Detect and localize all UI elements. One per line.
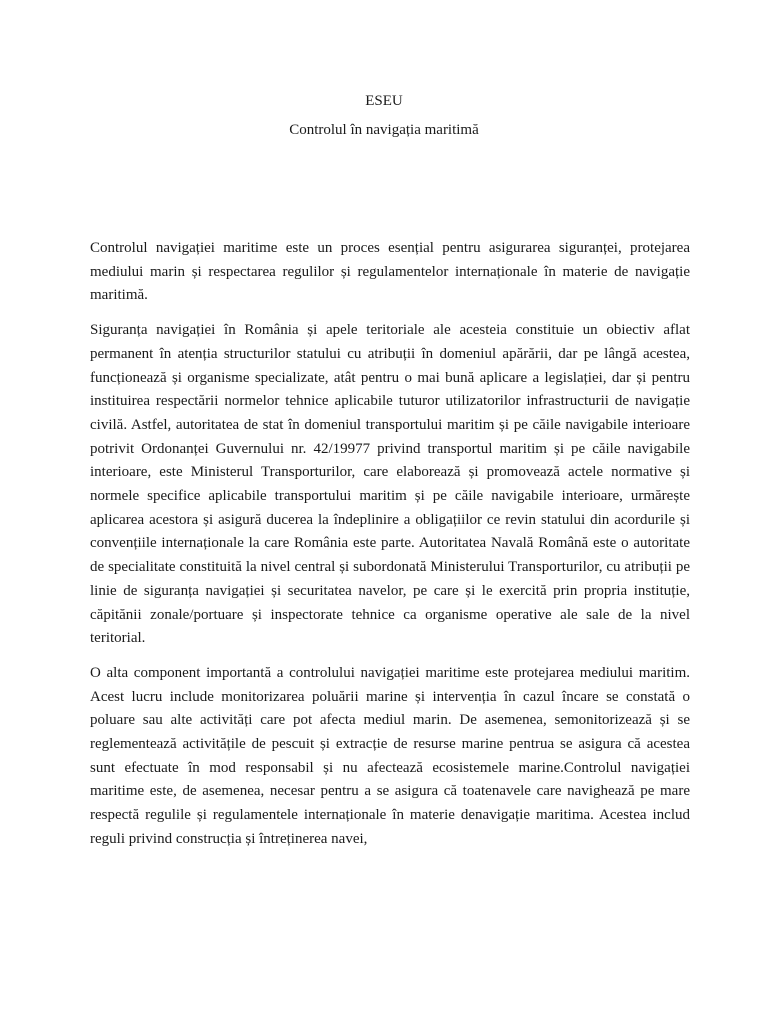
document-title: ESEU <box>365 93 403 109</box>
document-subtitle: Controlul în navigația maritimă <box>289 122 479 138</box>
paragraph-environment-protection: O alta component importantă a controlului navigației maritime este protejarea mediului maritim. Acest lucru include monitorizarea poluării marine și intervenția în cazul încare se constată o poluare sau alte activități care pot afecta mediul marin. De asemenea, semonitorizează și se reglementează activitățile de pescuit și extracție de resurse marine pentrua se asigura că acestea sunt efectuate în mod responsabil și nu afectează ecosistemele marine.Controlul navigației maritime este, de asemenea, necesar pentru a se asigura că toatenavele care navighează pe mare respectă regulile și regulamentele internaționale în materie denavigație maritima. Acestea includ reguli privind construcția și întreținerea navei, <box>90 664 690 847</box>
document-body <box>90 237 690 863</box>
paragraph-intro: Controlul navigației maritime este un proces esențial pentru asigurarea siguranței, protejarea mediului marin și respectarea regulilor și regulamentelor internaționale în materie de navigație maritimă. <box>90 240 690 304</box>
paragraph-navigation-safety: Siguranța navigației în România și apele teritoriale ale acesteia constituie un obiectiv aflat permanent în atenția structurilor statului cu atribuții în domeniul apărării, dar pe lângă acestea, funcționează și organisme specializate, atât pentru o mai bună aplicare a legislației, dar și pentru instituirea respectării normelor tehnice aplicabile tuturor utilizatorilor infrastructurii de navigație civilă. Astfel, autoritatea de stat în domeniul transportului maritim și pe căile navigabile interioare potrivit Ordonanței Guvernului nr. 42/19977 privind transportul maritim și pe căile navigabile interioare, este Ministerul Transporturilor, care elaborează și promovează actele normative și normele specifice aplicabile transportului maritim și pe căile navigabile interioare, urmărește aplicarea acestora și asigură ducerea la îndeplinire a obligațiilor ce revin statului din acordurile și convențiile internaționale la care România este parte. Autoritatea Navală Română este o autoritate de specialitate constituită la nivel central și subordonată Ministerului Transporturilor, cu atribuții pe linie de siguranța navigației și securitatea navelor, pe care și le exercită prin propria instituție, căpitănii zonale/portuare și inspectorate tehnice ca organisme operative ale sale de la nivel teritorial. <box>90 322 690 647</box>
